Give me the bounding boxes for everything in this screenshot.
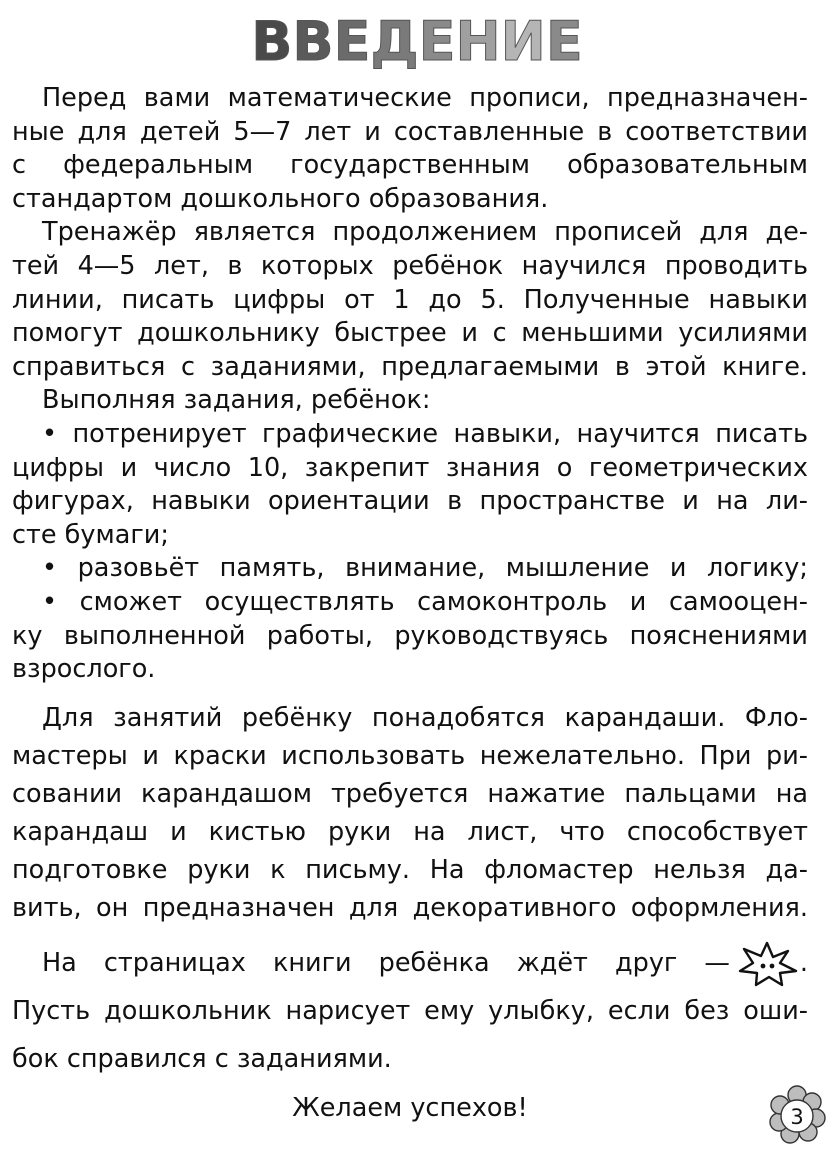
closing-wish: Желаем успехов!: [292, 1092, 528, 1123]
text-line: ку выполненной работы, руководствуясь пояснениями: [12, 620, 808, 651]
text-line: мастеры и краски использовать нежелательно. При ри-: [12, 740, 808, 771]
text-line-with-star: [12, 939, 808, 987]
text-line: фигурах, навыки ориентации в пространстве и на ли-: [12, 486, 808, 517]
title-letter: В: [251, 10, 293, 73]
paragraph-tasks-intro: Выполняя задания, ребёнок:: [42, 385, 431, 416]
text-line: бок справился с заданиями.: [12, 1043, 392, 1074]
text-line: сте бумаги;: [12, 519, 169, 550]
star-friend-icon: [734, 941, 800, 987]
text-line: линии, писать цифры от 1 до 5. Полученные навыки: [12, 284, 808, 315]
text-line: вить, он предназначен для декоративного оформления.: [12, 892, 808, 923]
paragraph-friend: [12, 939, 808, 1083]
title-letter: Е: [333, 10, 371, 73]
text-line: • потренирует графические навыки, научится писать: [42, 418, 808, 449]
page-title: [0, 10, 834, 74]
title-letter: Е: [545, 10, 583, 73]
text-line: Для занятий ребёнку понадобятся карандаши. Фло-: [42, 702, 808, 733]
text-line: карандаш и кистью руки на лист, что способствует: [12, 816, 808, 847]
page-number-flower: [766, 1082, 828, 1148]
text-line: Пусть дошкольник нарисует ему улыбку, если без оши-: [12, 995, 808, 1026]
text-line: тей 4—5 лет, в которых ребёнок научился проводить: [12, 250, 808, 281]
bullet-graphic-skills: [12, 418, 808, 552]
title-letter: Н: [455, 10, 501, 73]
text-line: совании карандашом требуется нажатие пальцами на: [12, 778, 808, 809]
text-line: стандартом дошкольного образования.: [12, 183, 549, 214]
text-line: с федеральным государственным образовательным: [12, 150, 808, 181]
page-number: 3: [790, 1105, 804, 1129]
paragraph-materials: [12, 699, 808, 927]
title-letter: Е: [418, 10, 456, 73]
text-line: справиться с заданиями, предлагаемыми в этой книге.: [12, 351, 808, 382]
text-line: помогут дошкольнику быстрее и с меньшими усилиями: [12, 318, 808, 349]
text-line: цифры и число 10, закрепит знания о геометрических: [12, 452, 808, 483]
text-line: • сможет осуществлять самоконтроль и самооцен-: [42, 586, 808, 617]
text-line: Тренажёр является продолжением прописей для де-: [42, 217, 808, 248]
page-body: [12, 82, 808, 1127]
text-line: ные для детей 5—7 лет и составленные в соответствии: [12, 116, 808, 147]
text-friend-end: .: [799, 947, 808, 978]
text-line: Перед вами математические прописи, предназначен-: [42, 83, 808, 113]
title-letter: И: [500, 10, 546, 73]
paragraph-trainer: [12, 216, 808, 384]
title-letter: Д: [370, 10, 419, 73]
text-line: подготовке руки к письму. На фломастер нельзя да-: [12, 854, 808, 885]
paragraph-intro: [12, 82, 808, 216]
text-line: взрослого.: [12, 654, 156, 685]
text-friend-start: На страницах книги ребёнка ждёт друг —: [42, 947, 730, 978]
title-letter: В: [292, 10, 334, 73]
bullet-memory: • разовьёт память, внимание, мышление и логику;: [42, 553, 808, 584]
bullet-self-control: [12, 586, 808, 687]
